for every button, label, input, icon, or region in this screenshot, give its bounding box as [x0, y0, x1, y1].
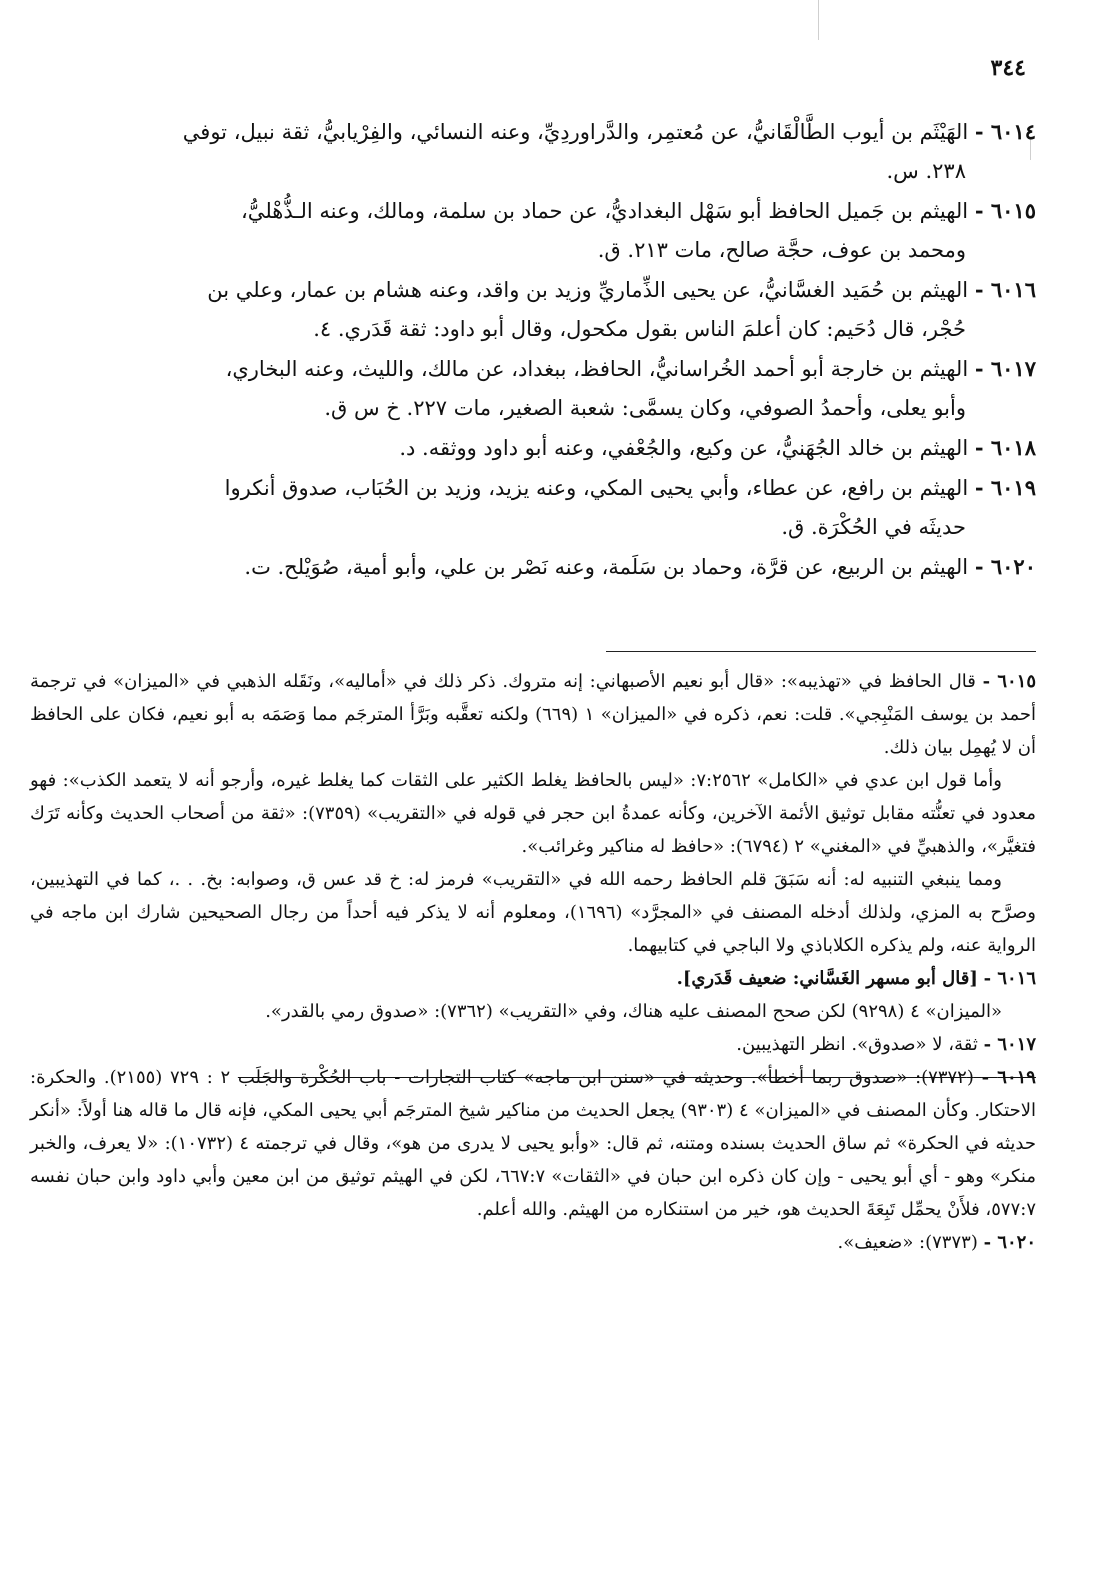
page-number: ٣٤٤ [990, 55, 1026, 81]
note-text: (٧٣٧٢): «صدوق ربما أخطأ». وحديثه في «سنن ابن ماجه» كتاب التجارات - باب الحُكْرة والجَلَب [237, 1067, 974, 1088]
note-6017 [30, 1028, 1036, 1061]
entry-number: ٦٠١٩ - [974, 475, 1036, 500]
note-number: ٦٠١٥ - [982, 671, 1036, 692]
entry-6020 [30, 547, 1036, 587]
note-text: «الميزان» في ترجمة أحمد بن يوسف المَنْبِجي». قلت: نعم، ذكره في «الميزان» ١ (٦٦٩) ولكنه تعقَّبه وبَرَّأ المترجَم مما وَصَمَه به أبو نعيم، فكان على الحافظ أن لا يُهمِل بيان ذلك. [30, 671, 1037, 758]
note-6015-paragraph [30, 863, 1036, 962]
footnotes [30, 665, 1036, 1259]
entry-continuation: ومحمد بن عوف، حجَّة صالح، مات ٢١٣. ق. [597, 238, 966, 262]
entry-number: ٦٠١٨ - [974, 435, 1036, 460]
entry-text: الهيثم بن الربيع، عن قرَّة، وحماد بن سَلَمة، وعنه نَصْر بن علي، وأبو أمية، صُوَيْلح. ت. [244, 555, 969, 579]
entry-number: ٦٠١٤ - [974, 119, 1036, 144]
entry-number: ٦٠١٦ - [974, 277, 1036, 302]
footnote-divider [606, 651, 1036, 652]
note-number: ٦٠١٩ - [981, 1067, 1036, 1088]
entry-6018 [30, 428, 1036, 468]
entry-6017 [30, 349, 1036, 428]
page-edge-mark [818, 0, 819, 40]
note-6020 [30, 1226, 1036, 1259]
entry-6015 [30, 191, 1036, 270]
note-6015 [30, 665, 1036, 764]
entry-6016 [30, 270, 1036, 349]
note-number: ٦٠٢٠ - [983, 1232, 1036, 1253]
entry-number: ٦٠١٥ - [974, 198, 1036, 223]
entry-continuation: حديثَه في الحُكْرَة. ق. [781, 515, 966, 539]
entry-text: الهيثم بن خالد الجُهَنيُّ، عن وكيع، والجُعْفي، وعنه أبو داود ووثقه. د. [399, 436, 969, 460]
note-6016 [30, 962, 1036, 995]
entry-number: ٦٠٢٠ - [974, 554, 1036, 579]
entry-continuation: ٢٣٨. س. [886, 159, 966, 183]
entry-continuation: وأبو يعلى، وأحمدُ الصوفي، وكان يسمَّى: شعبة الصغير، مات ٢٢٧. خ س ق. [324, 396, 966, 420]
note-6016-paragraph [30, 995, 1036, 1028]
note-text: ومما ينبغي التنبيه له: أنه سَبَقَ قلم الحافظ رحمه الله في «التقريب» فرمز له: خ قد عس ق، وصوابه: بخ. . .، كما في التهذيبين، وصرَّح به المزي، ولذلك أدخله المصنف في «المجرَّد» (١٦٩٦)، ومعلوم أنه لا يذكر فيه أحداً من رجال الصحيحين شارك ابن ماجه في الرواية عنه، ولم يذكره الكلاباذي ولا الباجي في كتابيهما. [30, 869, 1036, 956]
note-text: ثقة، لا «صدوق». انظر التهذيبين. [736, 1034, 978, 1055]
note-text: قال الحافظ في «تهذيبه»: «قال أبو نعيم الأصبهاني: إنه متروك. ذكر ذلك في «أماليه»، ونَقَله الذهبي في [196, 671, 976, 692]
entry-text: الهيثم بن حُمَيد الغسَّانيُّ، عن يحيى الذِّماريِّ وزيد بن واقد، وعنه هشام بن عمار، وعلي بن [207, 278, 969, 302]
note-6015-paragraph [30, 764, 1036, 863]
entry-6014 [30, 112, 1036, 191]
note-number: ٦٠١٧ - [983, 1034, 1036, 1055]
main-entries [30, 112, 1036, 587]
note-heading: [قال أبو مسهر الغَسَّاني: ضعيف قَدَري]. [676, 968, 978, 989]
note-text: ٢ : ٧٢٩ (٢١٥٥). والحكرة: الاحتكار. وكأن المصنف في «الميزان» ٤ (٩٣٠٣) يجعل الحديث من مناكير شيخ المترجَم أبي يحيى المكي، فإنه قال ما قاله هنا أولاً: «أنكر حديثه في الحكرة» ثم ساق الحديث بسنده ومتنه، ثم قال: «وأبو يحيى لا يدرى من هو»، وقال في ترجمته ٤ (١٠٧٣٢): «لا يعرف، والخبر منكر» وهو - أي أبو يحيى - وإن كان ذكره ابن حبان في «الثقات» ٦٦٧:٧، لكن في الهيثم توثيق من ابن معين وأبي داود وابن حبان نفسه ٥٧٧:٧، فلأَنْ يحمِّل تَبِعَةَ الحديث هو، خير من استنكاره من الهيثم. والله أعلم. [30, 1067, 1036, 1220]
entry-text: الهيثم بن رافع، عن عطاء، وأبي يحيى المكي، وعنه يزيد، وزيد بن الحُبَاب، صدوق أنكروا [224, 476, 969, 500]
entry-6019 [30, 468, 1036, 547]
entry-text: الهَيْثَم بن أيوب الطَّالْقَانيُّ، عن مُعتمِر، والدَّراوردِيِّ، وعنه النسائي، والفِرْيابيُّ، ثقة نبيل، توفي [182, 120, 969, 144]
note-number: ٦٠١٦ - [983, 968, 1036, 989]
entry-continuation: حُجْر، قال دُحَيم: كان أعلمَ الناس بقول مكحول، وقال أبو داود: ثقة قَدَري. ٤. [313, 317, 966, 341]
note-text: «الميزان» ٤ (٩٢٩٨) لكن صحح المصنف عليه هناك، وفي «التقريب» (٧٣٦٢): «صدوق رمي بالقدر». [265, 1001, 1002, 1022]
note-6019 [30, 1061, 1036, 1226]
entry-text: الهيثم بن خارجة أبو أحمد الخُراسانيُّ، الحافظ، ببغداد، عن مالك، والليث، وعنه البخاري، [225, 357, 969, 381]
note-text: وأما قول ابن عدي في «الكامل» ٧:٢٥٦٢: «ليس بالحافظ يغلط الكثير على الثقات كما يغلط غيره، وأرجو أنه لا يتعمد الكذب»: فهو معدود في تعنُّته مقابل توثيق الأئمة الآخرين، وكأنه عمدةُ ابن حجر في قوله في «التقريب» (٧٣٥٩): «ثقة من أصحاب الحديث وكأنه تَرَك فتغيَّر»، والذهبيِّ في «المغني» ٢ (٦٧٩٤): «حافظ له مناكير وغرائب». [30, 770, 1036, 857]
note-text: (٧٣٧٣): «ضعيف». [837, 1232, 978, 1253]
entry-number: ٦٠١٧ - [974, 356, 1036, 381]
entry-text: الهيثم بن جَميل الحافظ أبو سَهْل البغداديُّ، عن حماد بن سلمة، ومالك، وعنه الـذُّهْليُّ، [241, 199, 969, 223]
